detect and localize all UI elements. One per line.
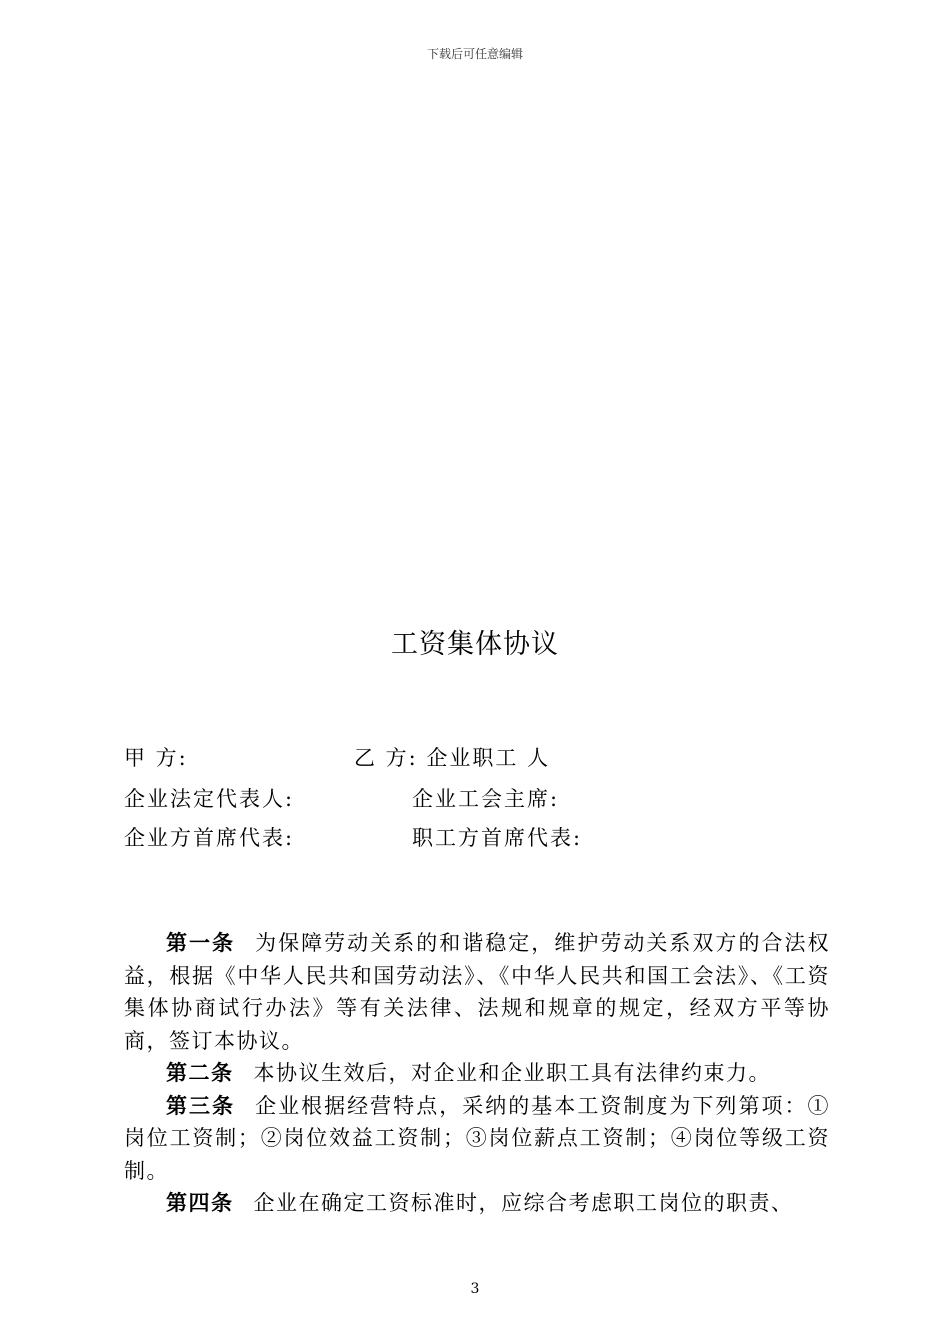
enterprise-chief-representative-label: 企业方首席代表: <box>124 826 295 850</box>
article-3 <box>124 1090 830 1188</box>
page-number: 3 <box>470 1281 480 1297</box>
agreement-body <box>124 927 830 1220</box>
header-note: 下载后可任意编辑 <box>426 47 523 61</box>
party-row-3 <box>124 822 583 852</box>
party-row-2 <box>124 783 560 813</box>
document-title: 工资集体协议 <box>391 629 559 660</box>
article-3-text: 企业根据经营特点，采纳的基本工资制度为下列第项：①岗位工资制；②岗位效益工资制；③岗位薪点工资制；④岗位等级工资制。 <box>124 1093 831 1183</box>
article-4 <box>124 1187 830 1220</box>
employee-chief-representative-label: 职工方首席代表: <box>412 826 583 850</box>
article-4-text: 企业在确定工资标准时，应综合考虑职工岗位的职责、 <box>253 1191 794 1215</box>
article-2-text: 本协议生效后，对企业和企业职工具有法律约束力。 <box>253 1061 771 1085</box>
article-2-label: 第二条 <box>166 1061 234 1085</box>
party-a-label: 甲 方: <box>124 746 188 770</box>
article-1 <box>124 927 830 1057</box>
article-1-label: 第一条 <box>166 931 236 955</box>
union-chairman-label: 企业工会主席: <box>412 787 560 811</box>
article-3-label: 第三条 <box>166 1093 236 1118</box>
article-1-text: 为保障劳动关系的和谐稳定，维护劳动关系双方的合法权益，根据《中华人民共和国劳动法》、《中华人民共和国工会法》、《工资集体协商试行办法》等有关法律、法规和规章的规定，经双方平等协商，签订本协议。 <box>124 931 831 1053</box>
article-4-label: 第四条 <box>166 1191 234 1215</box>
article-2 <box>124 1057 830 1090</box>
legal-representative-label: 企业法定代表人: <box>124 787 295 811</box>
party-b-label: 乙 方: 企业职工 人 <box>354 746 551 770</box>
party-row-1 <box>124 742 551 772</box>
